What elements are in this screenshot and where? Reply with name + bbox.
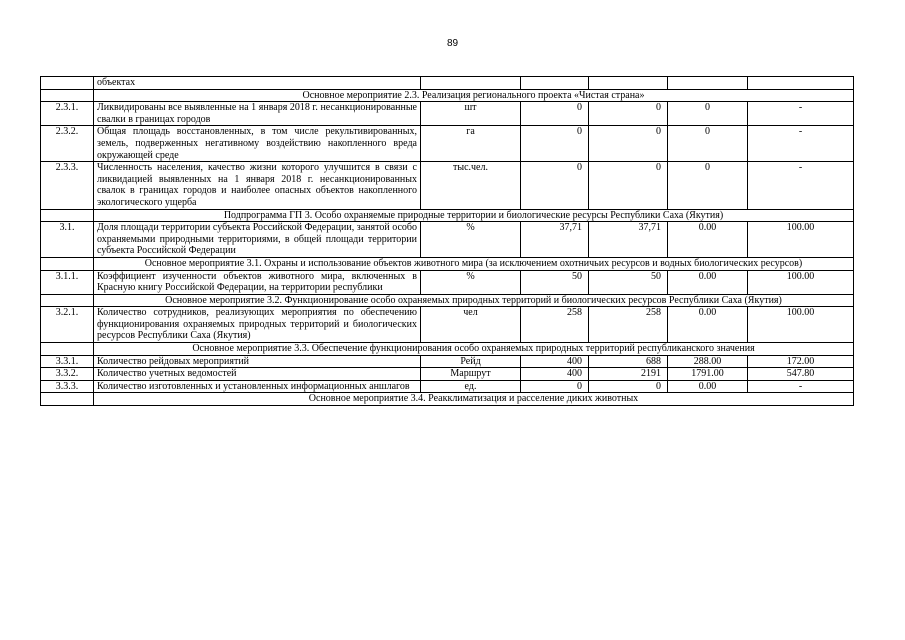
section-heading: Основное мероприятие 3.4. Реакклиматизация и расселение диких животных	[94, 393, 854, 406]
value-deviation	[668, 77, 748, 90]
section-heading: Основное мероприятие 2.3. Реализация регионального проекта «Чистая страна»	[94, 89, 854, 102]
section-row	[41, 343, 854, 356]
indicator-name: Количество сотрудников, реализующих мероприятия по обеспечению функционирования охраняемых природных территорий и биологических ресурсов Республики Саха (Якутия)	[94, 307, 421, 343]
value-deviation: 288.00	[668, 355, 748, 368]
value-deviation: 0.00	[668, 380, 748, 393]
indicator-name: объектах	[94, 77, 421, 90]
unit-of-measure: га	[421, 126, 521, 162]
value-plan: 400	[521, 368, 589, 381]
unit-of-measure: шт	[421, 102, 521, 126]
row-number: 2.3.2.	[41, 126, 94, 162]
value-percent	[748, 77, 854, 90]
indicator-name: Количество учетных ведомостей	[94, 368, 421, 381]
section-heading: Основное мероприятие 3.3. Обеспечение функционирования особо охраняемых природных территорий республиканского значения	[94, 343, 854, 356]
table-row	[41, 307, 854, 343]
section-row	[41, 257, 854, 270]
table-row	[41, 126, 854, 162]
value-percent: 100.00	[748, 222, 854, 258]
value-fact: 0	[589, 126, 668, 162]
section-heading: Подпрограмма ГП 3. Особо охраняемые природные территории и биологические ресурсы Республики Саха (Якутия)	[94, 209, 854, 222]
indicators-table	[40, 76, 854, 406]
value-fact: 258	[589, 307, 668, 343]
value-deviation: 0.00	[668, 270, 748, 294]
value-fact	[589, 77, 668, 90]
empty-number-cell	[41, 294, 94, 307]
value-percent: 172.00	[748, 355, 854, 368]
value-plan: 400	[521, 355, 589, 368]
value-percent: -	[748, 162, 854, 209]
value-percent: -	[748, 102, 854, 126]
value-deviation: 1791.00	[668, 368, 748, 381]
unit-of-measure	[421, 77, 521, 90]
value-percent: 547.80	[748, 368, 854, 381]
empty-number-cell	[41, 209, 94, 222]
indicator-name: Общая площадь восстановленных, в том числе рекультивированных, земель, подверженных негативному воздействию накопленного вреда окружающей среде	[94, 126, 421, 162]
value-deviation: 0	[668, 126, 748, 162]
table-row	[41, 380, 854, 393]
value-fact: 688	[589, 355, 668, 368]
row-number: 2.3.3.	[41, 162, 94, 209]
unit-of-measure: %	[421, 222, 521, 258]
value-deviation: 0.00	[668, 307, 748, 343]
unit-of-measure: тыс.чел.	[421, 162, 521, 209]
empty-number-cell	[41, 343, 94, 356]
section-heading: Основное мероприятие 3.2. Функционирование особо охраняемых природных территорий и биологических ресурсов Республики Саха (Якутия)	[94, 294, 854, 307]
row-number: 3.1.1.	[41, 270, 94, 294]
value-plan	[521, 77, 589, 90]
row-number: 3.2.1.	[41, 307, 94, 343]
unit-of-measure: ед.	[421, 380, 521, 393]
table-row	[41, 222, 854, 258]
empty-number-cell	[41, 89, 94, 102]
row-number: 2.3.1.	[41, 102, 94, 126]
value-fact: 50	[589, 270, 668, 294]
indicator-name: Коэффициент изученности объектов животного мира, включенных в Красную книгу Российской Федерации, на территории республики	[94, 270, 421, 294]
value-fact: 0	[589, 380, 668, 393]
table-row	[41, 270, 854, 294]
table-row	[41, 355, 854, 368]
unit-of-measure: Маршрут	[421, 368, 521, 381]
value-plan: 0	[521, 162, 589, 209]
row-number	[41, 77, 94, 90]
value-fact: 0	[589, 102, 668, 126]
empty-number-cell	[41, 257, 94, 270]
section-row	[41, 393, 854, 406]
value-plan: 37,71	[521, 222, 589, 258]
indicator-name: Доля площади территории субъекта Российской Федерации, занятой особо охраняемыми природными территориями, в общей площади территории субъекта Российской Федерации	[94, 222, 421, 258]
value-plan: 0	[521, 380, 589, 393]
value-deviation: 0	[668, 102, 748, 126]
unit-of-measure: чел	[421, 307, 521, 343]
value-deviation: 0.00	[668, 222, 748, 258]
unit-of-measure: Рейд	[421, 355, 521, 368]
section-row	[41, 89, 854, 102]
value-fact: 2191	[589, 368, 668, 381]
row-number: 3.1.	[41, 222, 94, 258]
value-plan: 0	[521, 126, 589, 162]
value-percent: -	[748, 126, 854, 162]
section-row	[41, 209, 854, 222]
indicator-name: Численность населения, качество жизни которого улучшится в связи с ликвидацией выявленных на 1 января 2018 г. несанкционированных свалок в границах городов и наиболее опасных объектов накопленного экологического ущерба	[94, 162, 421, 209]
indicator-name: Ликвидированы все выявленные на 1 января 2018 г. несанкционированные свалки в границах городов	[94, 102, 421, 126]
value-plan: 258	[521, 307, 589, 343]
row-number: 3.3.2.	[41, 368, 94, 381]
value-plan: 50	[521, 270, 589, 294]
row-number: 3.3.1.	[41, 355, 94, 368]
unit-of-measure: %	[421, 270, 521, 294]
value-percent: -	[748, 380, 854, 393]
table-row	[41, 368, 854, 381]
page-number: 89	[446, 38, 459, 49]
value-percent: 100.00	[748, 307, 854, 343]
section-heading: Основное мероприятие 3.1. Охраны и использование объектов животного мира (за исключением охотничьих ресурсов и водных биологических ресурсов)	[94, 257, 854, 270]
value-percent: 100.00	[748, 270, 854, 294]
empty-number-cell	[41, 393, 94, 406]
value-deviation: 0	[668, 162, 748, 209]
indicator-name: Количество изготовленных и установленных информационных аншлагов	[94, 380, 421, 393]
value-fact: 37,71	[589, 222, 668, 258]
value-plan: 0	[521, 102, 589, 126]
section-row	[41, 294, 854, 307]
value-fact: 0	[589, 162, 668, 209]
row-number: 3.3.3.	[41, 380, 94, 393]
table-row	[41, 162, 854, 209]
table-row	[41, 77, 854, 90]
indicator-name: Количество рейдовых мероприятий	[94, 355, 421, 368]
table-row	[41, 102, 854, 126]
